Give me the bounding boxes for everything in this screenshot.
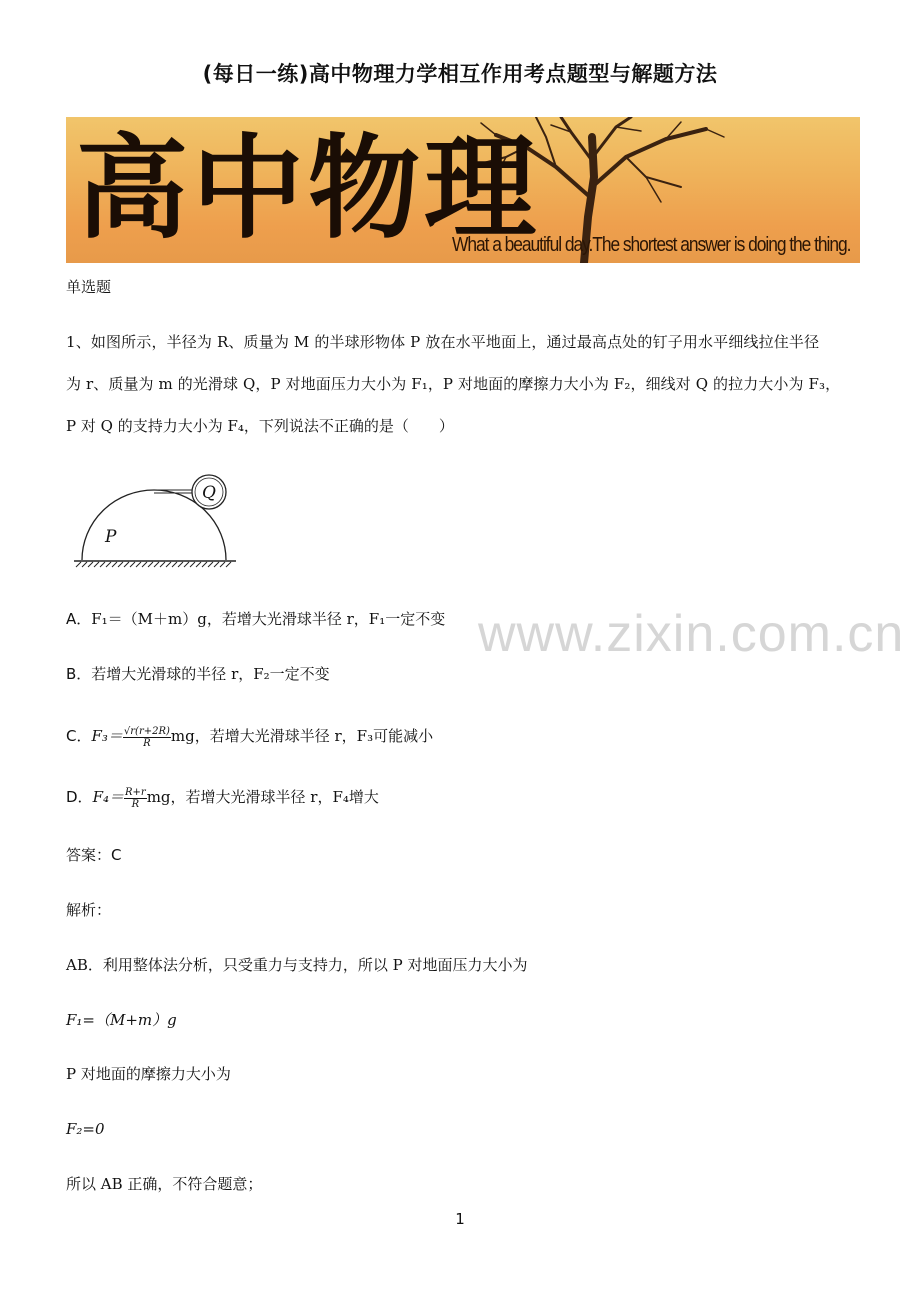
banner-slogan: What a beautiful day.The shortest answer is doing the thing. bbox=[452, 234, 851, 256]
document-title: (每日一练)高中物理力学相互作用考点题型与解题方法 bbox=[202, 62, 718, 86]
option-d-rest: mg，若增大光滑球半径 r，F₄增大 bbox=[146, 788, 379, 806]
option-d-numerator: R+r bbox=[124, 786, 146, 798]
hemisphere-figure bbox=[70, 472, 240, 572]
option-c-numerator: √r(r+2R) bbox=[123, 725, 170, 737]
banner-title: 高中物理 bbox=[76, 123, 540, 254]
option-a-text: F₁＝（M＋m）g，若增大光滑球半径 r，F₁一定不变 bbox=[91, 610, 446, 628]
section-label: 单选题 bbox=[66, 278, 112, 296]
watermark: www.zixin.com.cn bbox=[478, 605, 905, 663]
analysis-conclusion: 所以 AB 正确，不符合题意； bbox=[66, 1175, 263, 1193]
option-b-text: 若增大光滑球的半径 r，F₂一定不变 bbox=[91, 665, 330, 683]
answer-label: 答案：C bbox=[66, 846, 122, 864]
option-c-lhs: F₃＝ bbox=[91, 727, 123, 745]
figure-label-q: Q bbox=[202, 483, 216, 503]
option-c-fraction bbox=[123, 726, 171, 749]
option-a[interactable] bbox=[66, 609, 445, 629]
analysis-f2-equation: F₂=0 bbox=[66, 1120, 105, 1138]
option-c-rest: mg，若增大光滑球半径 r，F₃可能减小 bbox=[170, 727, 434, 745]
figure-label-p: P bbox=[105, 527, 117, 547]
option-c[interactable] bbox=[66, 720, 433, 752]
analysis-label: 解析： bbox=[66, 901, 112, 919]
page-number: 1 bbox=[455, 1210, 465, 1228]
analysis-f1-equation: F₁=（M+m）g bbox=[66, 1011, 177, 1029]
analysis-friction-line: P 对地面的摩擦力大小为 bbox=[66, 1065, 231, 1083]
question-line-1: 1、如图所示，半径为 R、质量为 M 的半球形物体 P 放在水平地面上，通过最高点处的钉子用水平细线拉住半径 bbox=[66, 333, 820, 351]
analysis-ab-line: AB．利用整体法分析，只受重力与支持力，所以 P 对地面压力大小为 bbox=[66, 956, 528, 974]
question-line-3: P 对 Q 的支持力大小为 F₄，下列说法不正确的是（ ） bbox=[66, 417, 454, 435]
option-d-fraction bbox=[124, 787, 147, 810]
question-line-2: 为 r、质量为 m 的光滑球 Q，P 对地面压力大小为 F₁，P 对地面的摩擦力大小为 F₂，细线对 Q 的拉力大小为 F₃， bbox=[66, 375, 841, 393]
option-d-prefix: D． bbox=[66, 788, 93, 806]
option-d-lhs: F₄＝ bbox=[92, 788, 124, 806]
option-c-denominator: R bbox=[143, 737, 151, 749]
option-a-prefix: A． bbox=[66, 610, 92, 628]
option-c-prefix: C． bbox=[66, 727, 92, 745]
option-d-denominator: R bbox=[131, 798, 140, 810]
option-b-prefix: B． bbox=[66, 665, 92, 683]
header-banner bbox=[66, 117, 860, 263]
option-b[interactable] bbox=[66, 664, 330, 684]
option-d[interactable] bbox=[66, 781, 379, 813]
